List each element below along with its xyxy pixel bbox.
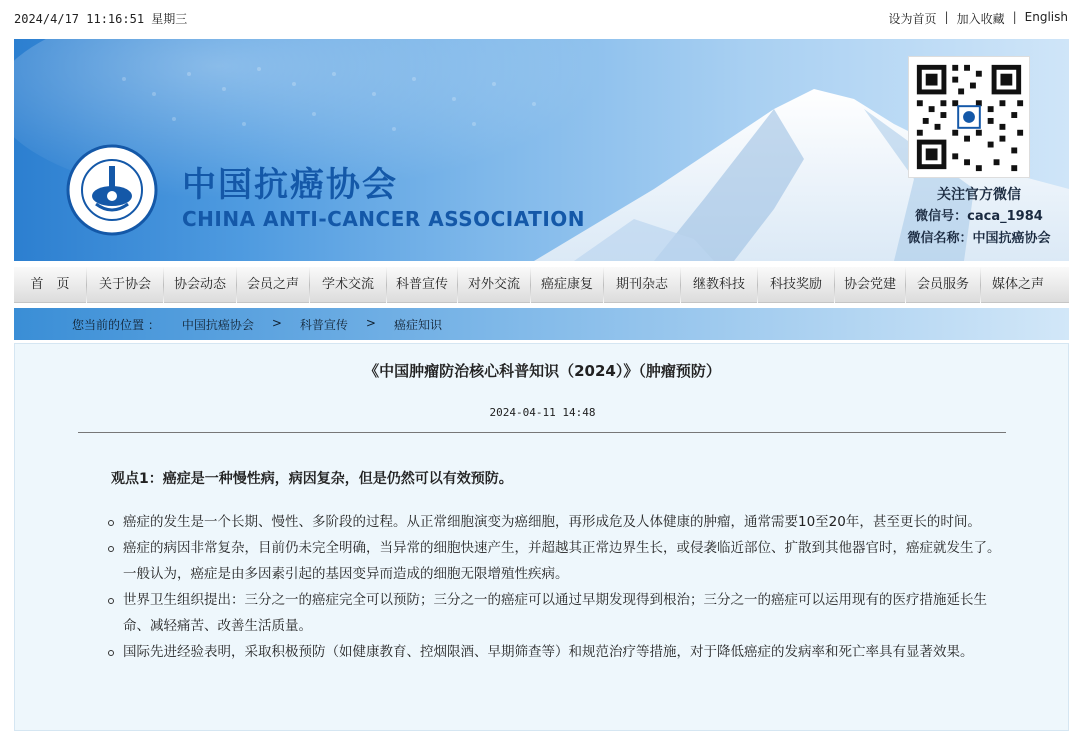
nav-party[interactable]: 协会党建 [843, 277, 896, 292]
nav-news[interactable]: 协会动态 [173, 277, 226, 292]
top-links [889, 10, 1068, 27]
breadcrumb [14, 308, 1069, 340]
main-nav [14, 267, 1069, 303]
set-homepage-link[interactable]: 设为首页 [888, 12, 937, 26]
breadcrumb-label: 您当前的位置 ： [72, 318, 160, 332]
nav-journals[interactable]: 期刊杂志 [615, 277, 668, 292]
nav-home[interactable]: 首 页 [30, 277, 70, 292]
wechat-info [894, 184, 1064, 250]
breadcrumb-cancer-knowledge[interactable]: 癌症知识 [393, 318, 442, 332]
nav-international[interactable]: 对外交流 [467, 277, 520, 292]
article-date: 2024-04-11 14:48 [489, 406, 596, 419]
nav-academic[interactable]: 学术交流 [321, 277, 374, 292]
breadcrumb-arrow: > [271, 316, 282, 330]
nav-member-service[interactable]: 会员服务 [916, 277, 969, 292]
nav-about[interactable]: 关于协会 [98, 277, 151, 292]
breadcrumb-arrow: > [365, 316, 376, 330]
nav-science[interactable]: 科普宣传 [395, 277, 448, 292]
current-datetime: 2024/4/17 11:16:51 星期三 [14, 12, 188, 26]
top-bar [0, 0, 1074, 38]
nav-awards[interactable]: 科技奖励 [769, 277, 822, 292]
nav-media[interactable]: 媒体之声 [991, 277, 1044, 292]
separator: | [944, 10, 949, 24]
site-title-en: CHINA ANTI-CANCER ASSOCIATION [182, 207, 585, 231]
article-title: 《中国肿瘤防治核心科普知识（2024）》（肿瘤预防） [364, 362, 721, 380]
qr-caption: 关注官方微信 [937, 187, 1021, 203]
header-banner [14, 39, 1069, 261]
wechat-qr-icon [908, 56, 1030, 178]
wechat-name: 微信名称：中国抗癌协会 [907, 231, 1051, 246]
list-item: 癌症的病因非常复杂，目前仍未完全明确，当异常的细胞快速产生，并超越其正常边界生长，或侵袭临近部位、扩散到其他器官时，癌症就发生了。一般认为，癌症是由多因素引起的基因变异而造成的细胞无限增殖性疾病。 [105, 535, 1010, 587]
nav-rehab[interactable]: 癌症康复 [540, 277, 593, 292]
article-heading: 观点1：癌症是一种慢性病，病因复杂，但是仍然可以有效预防。 [111, 471, 513, 487]
site-title-cn: 中国抗癌协会 [182, 165, 398, 205]
wechat-id: 微信号：caca_1984 [915, 209, 1043, 224]
association-logo-icon [66, 144, 158, 236]
breadcrumb-science[interactable]: 科普宣传 [299, 318, 348, 332]
list-item: 癌症的发生是一个长期、慢性、多阶段的过程。从正常细胞演变为癌细胞，再形成危及人体健康的肿瘤，通常需要10至20年，甚至更长的时间。 [105, 509, 1010, 535]
list-item: 国际先进经验表明，采取积极预防（如健康教育、控烟限酒、早期筛查等）和规范治疗等措施，对于降低癌症的发病率和死亡率具有显著效果。 [105, 639, 1010, 665]
title-divider [78, 432, 1006, 433]
nav-education[interactable]: 继教科技 [692, 277, 745, 292]
add-favorites-link[interactable]: 加入收藏 [956, 12, 1005, 26]
article-points [105, 509, 1010, 665]
breadcrumb-home[interactable]: 中国抗癌协会 [181, 318, 254, 332]
article-container [14, 343, 1069, 731]
english-link[interactable]: English [1024, 10, 1068, 24]
nav-member-voice[interactable]: 会员之声 [246, 277, 299, 292]
list-item: 世界卫生组织提出：三分之一的癌症完全可以预防；三分之一的癌症可以通过早期发现得到根治；三分之一的癌症可以运用现有的医疗措施延长生命、减轻痛苦、改善生活质量。 [105, 587, 1010, 639]
separator: | [1012, 10, 1017, 24]
